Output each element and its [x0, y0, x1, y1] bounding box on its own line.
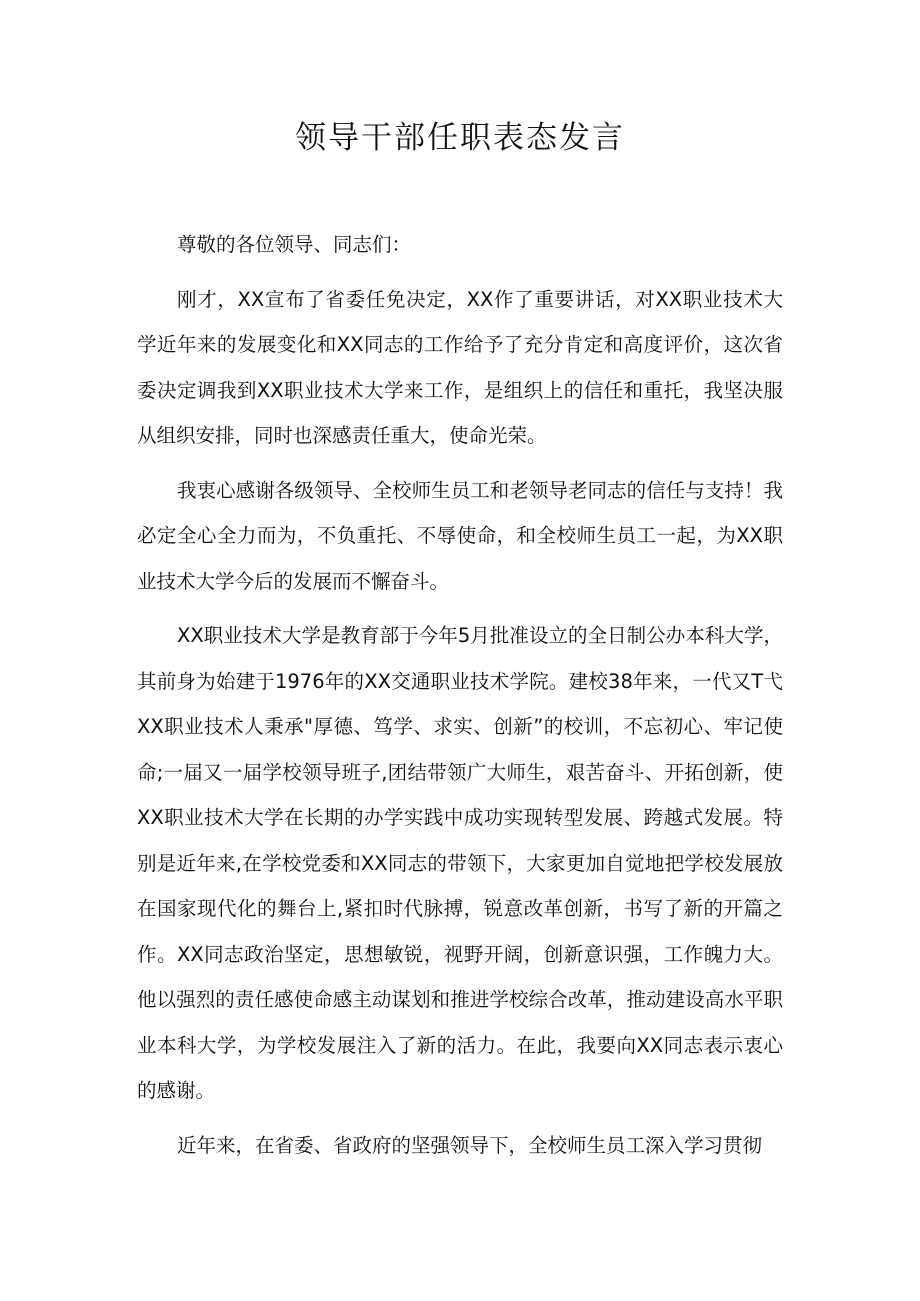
- paragraph-1: 刚才，XX宣布了省委任免决定，XX作了重要讲话，对XX职业技术大学近年来的发展变化和XX同志的工作给予了充分肯定和高度评价，这次省委决定调我到XX职业技术大学来工作，是组织上的信任和重托，我坚决服从组织安排，同时也深感责任重大，使命光荣。: [137, 287, 783, 447]
- paragraph-salutation: 尊敬的各位领导、同志们：: [177, 233, 412, 256]
- document-title: 领导干部任职表态发言: [295, 120, 625, 156]
- paragraph-2: 我衷心感谢各级领导、全校师生员工和老领导老同志的信任与支持！我必定全心全力而为，不负重托、不辱使命，和全校师生员工一起，为XX职业技术大学今后的发展而不懈奋斗。: [137, 478, 783, 593]
- paragraph-3: XX职业技术大学是教育部于今年5月批准设立的全日制公办本科大学，其前身为始建于1976年的XX交通职业技术学院。建校38年来，一代又T弋XX职业技术人秉承"厚德、笃学、求实、创新”的校训，不忘初心、牢记使命;一届又一届学校领导班子,团结带领广大师生，艰苦奋斗、开拓创新，使XX职业技术大学在长期的办学实践中成功实现转型发展、跨越式发展。特别是近年来,在学校党委和XX同志的带领下，大家更加自觉地把学校发展放在国家现代化的舞台上,紧扣时代脉搏，锐意改革创新，书写了新的开篇之作。XX同志政治坚定，思想敏锐，视野开阔，创新意识强，工作魄力大。他以强烈的责任感使命感主动谋划和推进学校综合改革，推动建设高水平职业本科大学，为学校发展注入了新的活力。在此，我要向XX同志表示衷心的感谢。: [137, 624, 783, 1102]
- document-body: [137, 222, 783, 1177]
- paragraph-4: 近年来，在省委、省政府的坚强领导下，全校师生员工深入学习贯彻: [177, 1133, 763, 1157]
